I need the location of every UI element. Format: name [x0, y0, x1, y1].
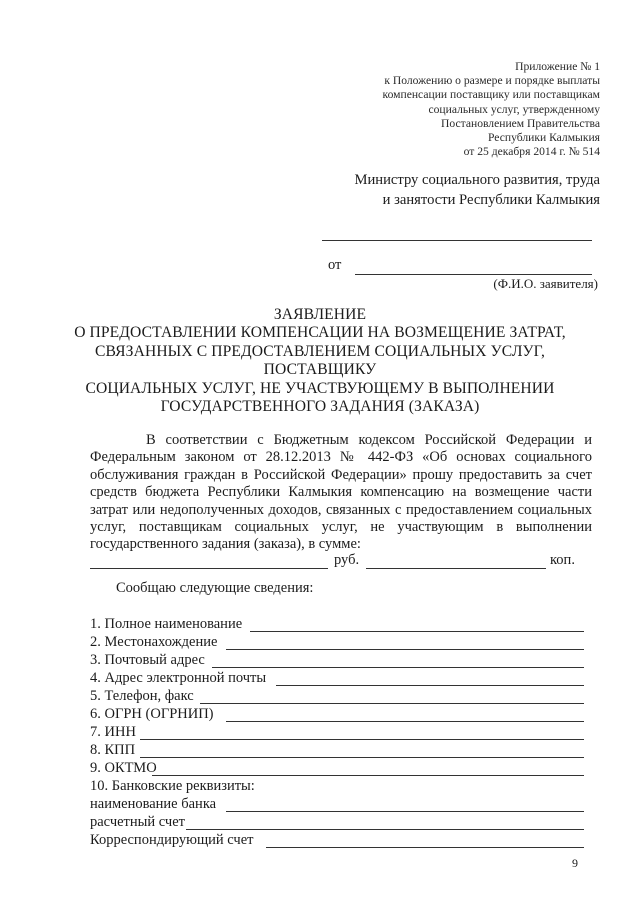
title-line: ПОСТАВЩИКУ	[263, 361, 377, 379]
field-line[interactable]	[250, 631, 584, 632]
title-line: ЗАЯВЛЕНИЕ	[273, 306, 367, 323]
field-label: наименование банка	[90, 796, 217, 812]
kop-label: коп.	[550, 552, 575, 568]
annex-line: социальных услуг, утвержденному	[428, 102, 600, 116]
annex-line: Постановлением Правительства	[441, 116, 600, 130]
applicant-blank-line[interactable]	[322, 240, 592, 241]
title-line: СОЦИАЛЬНЫХ УСЛУГ, НЕ УЧАСТВУЮЩЕМУ В ВЫПОЛНЕНИИ	[85, 379, 555, 397]
field-label: 1. Полное наименование	[90, 616, 243, 632]
field-line[interactable]	[226, 811, 584, 812]
field-line[interactable]	[266, 847, 584, 848]
applicant-name-line[interactable]	[355, 274, 592, 275]
field-label: Корреспондирующий счет	[90, 832, 254, 848]
field-label: 5. Телефон, факс	[90, 688, 194, 704]
field-label: 3. Почтовый адрес	[90, 652, 205, 668]
field-line[interactable]	[140, 739, 584, 740]
field-label: 8. КПП	[90, 742, 136, 758]
title-line: СВЯЗАННЫХ С ПРЕДОСТАВЛЕНИЕМ СОЦИАЛЬНЫХ УСЛУГ,	[94, 342, 546, 360]
annex-line: от 25 декабря 2014 г. № 514	[463, 145, 600, 159]
annex-header	[383, 60, 600, 159]
field-line[interactable]	[226, 721, 584, 722]
field-line[interactable]	[276, 685, 584, 686]
rub-label: руб.	[334, 552, 360, 568]
title-line: О ПРЕДОСТАВЛЕНИИ КОМПЕНСАЦИИ НА ВОЗМЕЩЕНИЕ ЗАТРАТ,	[74, 324, 566, 342]
kop-amount-line[interactable]	[366, 568, 546, 569]
info-intro: Сообщаю следующие сведения:	[116, 580, 314, 596]
field-line[interactable]	[140, 757, 584, 758]
field-line[interactable]	[200, 703, 584, 704]
field-label: 2. Местонахождение	[90, 634, 218, 650]
title-line: ГОСУДАРСТВЕННОГО ЗАДАНИЯ (ЗАКАЗА)	[160, 398, 480, 416]
annex-line: к Положению о размере и порядке выплаты	[384, 74, 600, 88]
field-label: 10. Банковские реквизиты:	[90, 778, 255, 794]
field-label: 6. ОГРН (ОГРНИП)	[90, 706, 214, 722]
rub-amount-line[interactable]	[90, 568, 328, 569]
fio-caption: (Ф.И.О. заявителя)	[493, 276, 598, 291]
field-label: 9. ОКТМО	[90, 760, 157, 776]
addressee-line: и занятости Республики Калмыкия	[382, 192, 600, 208]
sum-row	[90, 552, 592, 572]
field-line[interactable]	[152, 775, 584, 776]
annex-line: Приложение № 1	[515, 60, 600, 73]
body-paragraph	[90, 432, 592, 554]
page-number: 9	[572, 856, 578, 870]
annex-line: компенсации поставщику или поставщикам	[382, 88, 600, 102]
field-label: расчетный счет	[90, 814, 185, 830]
field-line[interactable]	[226, 649, 584, 650]
field-label: 4. Адрес электронной почты	[90, 670, 267, 686]
field-line[interactable]	[212, 667, 584, 668]
field-line[interactable]	[186, 829, 584, 830]
body-paragraph-text: В соответствии с Бюджетным кодексом Российской Федерации и Федеральным законом от 28.12.2013 № 442-ФЗ «Об основах социального обслуживания граждан в Российской Федерации» прошу предоставить за счет средств бюджета Республики Калмыкия компенсацию на возмещение части затрат или недополученных доходов, связанных с предоставлением социальных услуг, поставщикам социальных услуг, не участвующим в выполнении государственного задания (заказа), в сумме:	[90, 432, 592, 553]
field-label: 7. ИНН	[90, 724, 136, 740]
from-label: от	[328, 257, 342, 273]
addressee-block	[355, 170, 600, 210]
document-title	[60, 306, 580, 416]
annex-line: Республики Калмыкия	[488, 131, 600, 145]
addressee-line: Министру социального развития, труда	[354, 172, 600, 188]
